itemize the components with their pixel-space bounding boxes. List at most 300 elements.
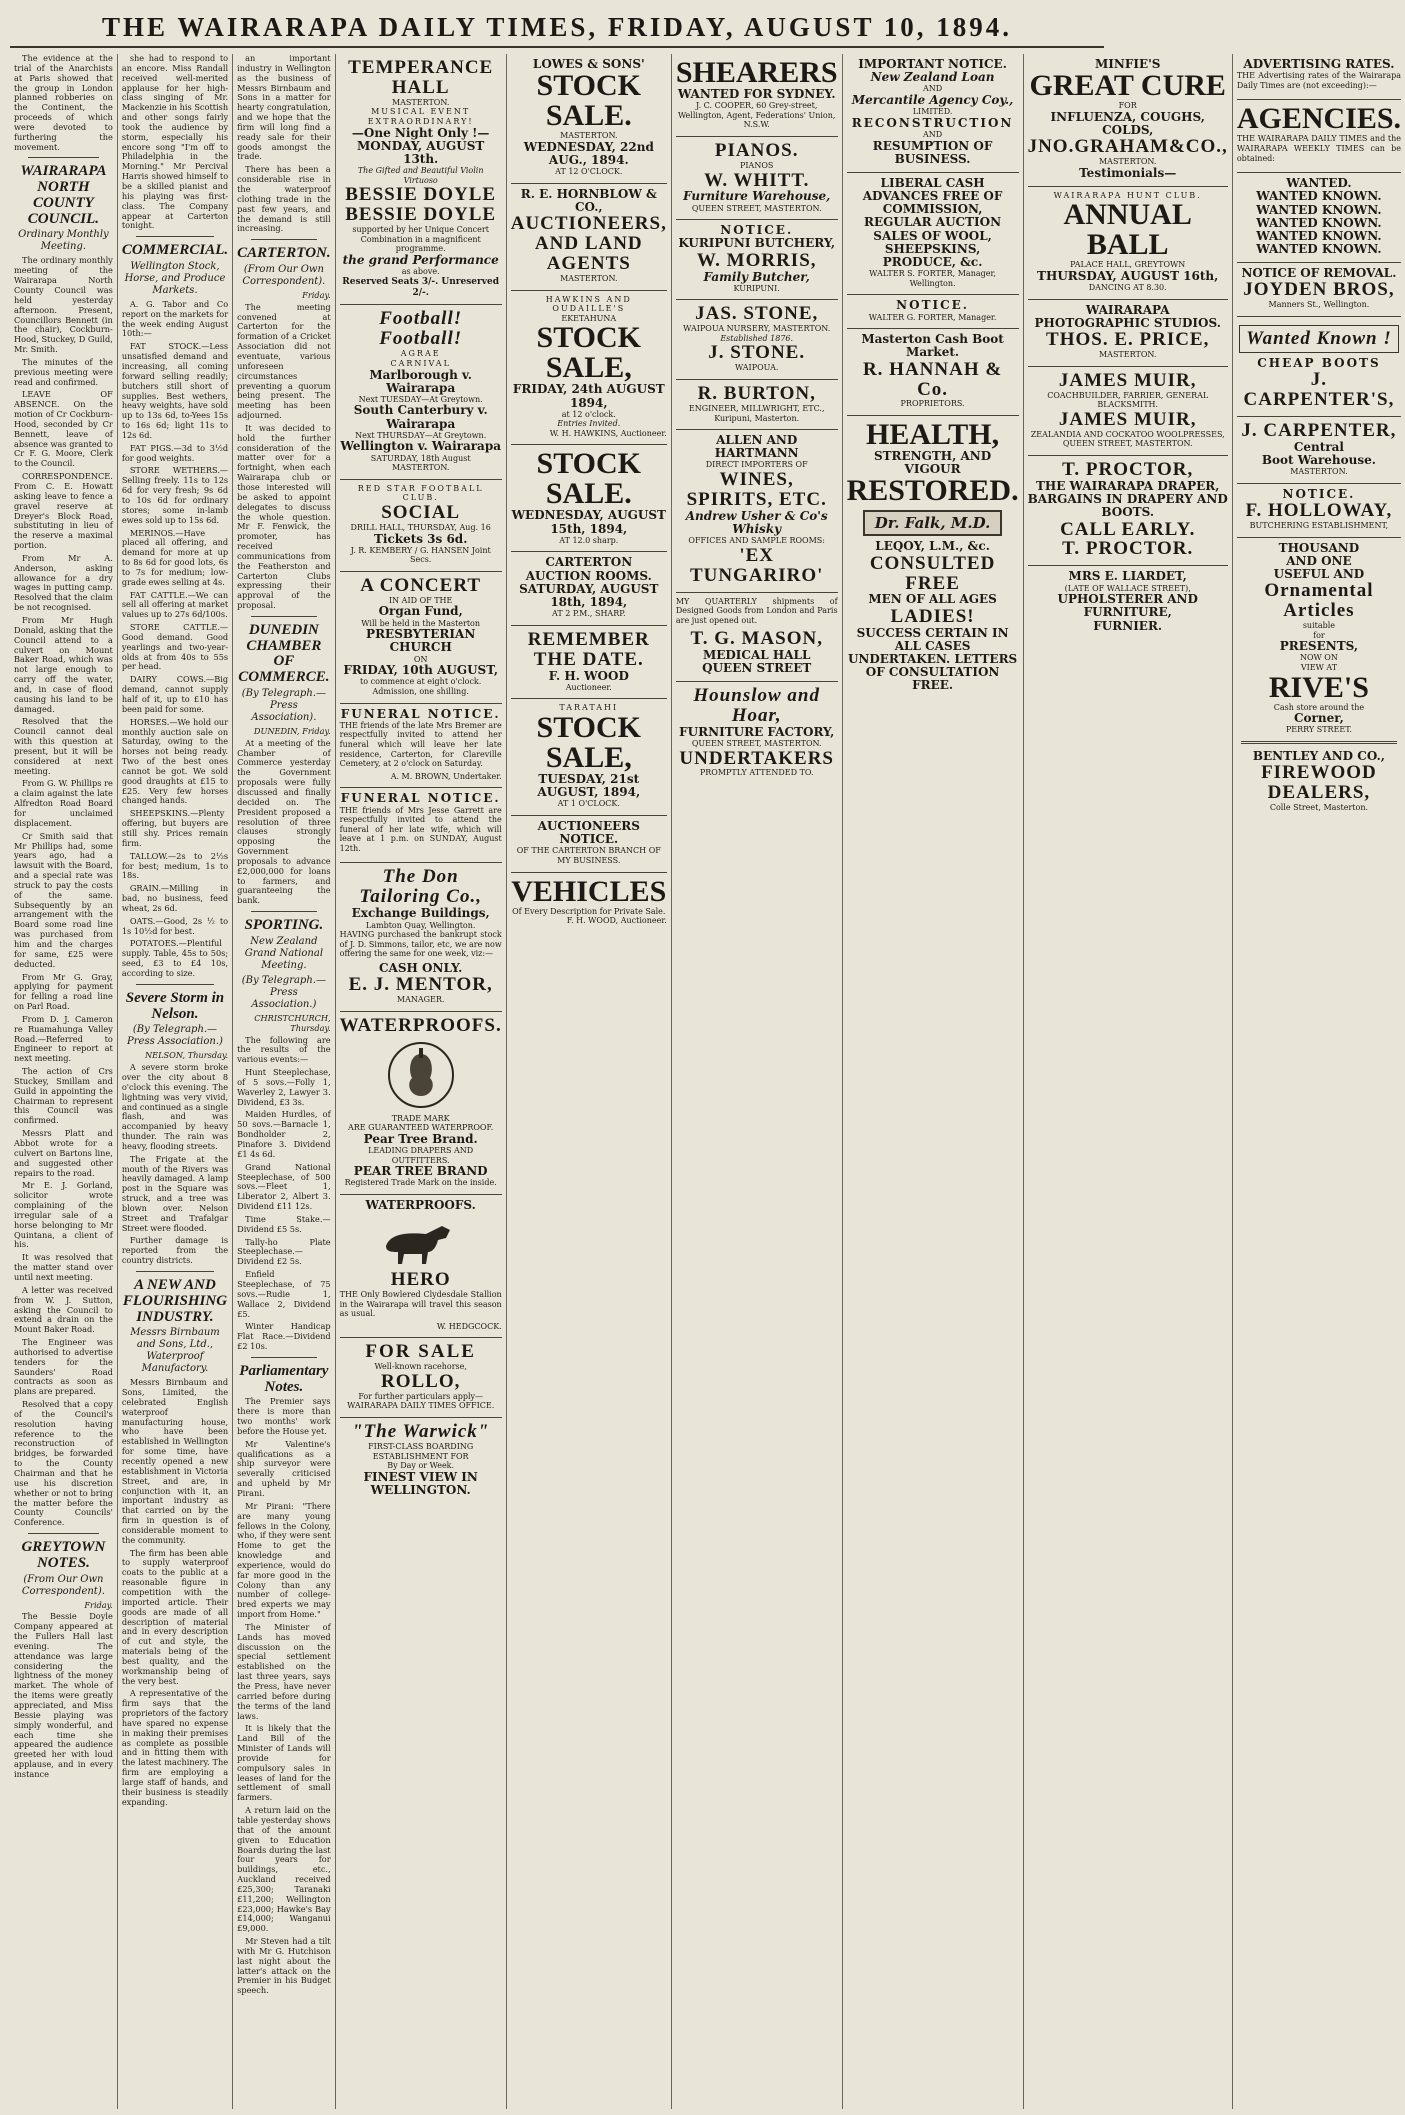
ad-text: SATURDAY, AUGUST 18th, 1894, bbox=[519, 581, 659, 609]
advertisement-nz-loan-agency bbox=[847, 54, 1019, 173]
advertisement-rives-cash-store bbox=[1237, 538, 1401, 819]
ad-text: Tickets 3s 6d. bbox=[373, 531, 468, 546]
ad-text: UPHOLSTERER AND FURNITURE, bbox=[1057, 592, 1198, 620]
ad-text: MASTERTON. bbox=[1098, 350, 1157, 360]
article-paragraph: The Engineer was authorised to advertise tenders for the Saunders' Road contracts as soon as plans are prepared. bbox=[14, 1337, 113, 1397]
ad-text: FURNIER. bbox=[1093, 618, 1163, 633]
ad-text: A. M. BROWN, Undertaker. bbox=[390, 771, 502, 781]
column-1 bbox=[10, 54, 118, 2109]
divider bbox=[251, 616, 317, 617]
ad-text: DRILL HALL, THURSDAY, Aug. 16 bbox=[350, 522, 491, 532]
article-paragraph: There has been a considerable rise in the waterproof clothing trade in the past few years, and the demand is still increasing. bbox=[237, 164, 331, 234]
article-paragraph: GRAIN.—Milling in bad, no business, feed wheat, 2s 6d. bbox=[121, 883, 229, 913]
advertisement-mrs-liardet bbox=[1028, 566, 1228, 638]
ad-text: Auctioneer. bbox=[565, 682, 612, 692]
ad-text: MY QUARTERLY shipments of Designed Goods from London and Paris are just opened out. bbox=[675, 596, 838, 625]
article-paragraph: TALLOW.—2s to 2½s for best; medium, 1s to 18s. bbox=[121, 850, 229, 881]
ad-text: COACHBUILDER, FARRIER, GENERAL BLACKSMITH. bbox=[1047, 390, 1209, 410]
ad-title: FUNERAL NOTICE. bbox=[340, 791, 501, 806]
ad-title: PIANOS. bbox=[714, 139, 799, 161]
ad-text: LADIES! bbox=[890, 605, 975, 627]
ad-title: WAIRARAPA HUNT CLUB. bbox=[1053, 190, 1202, 200]
advertisement-removal bbox=[1237, 263, 1401, 317]
article-paragraph: Hunt Steeplechase, of 5 sovs.—Folly 1, Waverley 2, Lawyer 3. Dividend, £3 3s. bbox=[237, 1067, 331, 1107]
ad-title: LOWES & SONS' bbox=[532, 57, 645, 71]
advertisement-funeral-notice bbox=[340, 788, 502, 863]
ad-text: Mercantile Agency Coy., bbox=[851, 92, 1014, 107]
article-paragraph: Resolved that the Council cannot deal with this question at present, but it will be considered at next meeting. bbox=[14, 716, 113, 776]
ad-title: HAWKINS AND OUDAILLE'S bbox=[545, 294, 632, 314]
ad-text: AND bbox=[922, 84, 943, 94]
ad-title: JAMES MUIR, bbox=[1058, 369, 1197, 391]
article-heading: WAIRARAPA NORTH COUNTY COUNCIL. bbox=[20, 163, 107, 227]
article-paragraph: From Mr A. Anderson, asking allowance for a dry wages in putting camp. Resolved that the claim be not recognised. bbox=[14, 552, 113, 613]
ad-title: The Don Tailoring Co., bbox=[359, 866, 482, 908]
ad-text: RESUMPTION OF BUSINESS. bbox=[872, 138, 993, 166]
ad-text: Andrew Usher & Co's Whisky bbox=[685, 508, 828, 537]
advertisement-red-star-social bbox=[340, 480, 502, 572]
ad-text: FURNITURE FACTORY, bbox=[679, 724, 835, 739]
ad-text: Marlborough v. Wairarapa bbox=[369, 367, 472, 395]
article-paragraph: From Mr Hugh Donald, asking that the Council attend to a culvert on Mount Baker Road, which was not large enough to carry off the water, and, in case of flood causing his land to be damaged. bbox=[14, 614, 113, 714]
horse-icon bbox=[376, 1216, 466, 1266]
ad-text: F. H. WOOD, Auctioneer. bbox=[566, 916, 667, 926]
ad-text: THE Advertising rates of the Wairarapa Daily Times are (not exceeding):— bbox=[1236, 71, 1402, 90]
ad-text: Colle Street, Masterton. bbox=[1269, 803, 1369, 813]
advertisement-jas-stone bbox=[676, 300, 838, 380]
article-paragraph: HORSES.—We hold our monthly auction sale on Saturday, owing to the horses not being ready. Two of the best ones cannot be got. We sold good draughts at £15 to £25. Very few horses changed hands. bbox=[121, 716, 229, 806]
ad-title: Masterton Cash Boot bbox=[861, 332, 1004, 347]
ad-title: NOTICE. bbox=[1282, 486, 1356, 501]
ad-text: UNDERTAKERS bbox=[679, 747, 835, 769]
ad-text: WALTER G. FORTER, Manager. bbox=[868, 312, 997, 322]
advertisement-wanted bbox=[1237, 173, 1401, 263]
advertisement-allen-and-hartmann bbox=[676, 430, 838, 593]
doctor-signature: Dr. Falk, M.D. bbox=[863, 510, 1003, 536]
ad-text: QUEEN STREET, MASTERTON. bbox=[1062, 439, 1193, 449]
article-paragraph: The firm has been able to supply waterproof coats to the public at a reasonable figure in competition with the imported article. Their goods are made of all description of material and in every description of cut and style, the materials being of the best quality, and the workmanship being of the very best. bbox=[121, 1547, 229, 1686]
ad-text: THE friends of the late Mrs Bremer are respectfully invited to attend her funeral which will leave her late residence, Carterton, for Clareville Cemetery, at 2 o'clock on Saturday. bbox=[339, 720, 502, 769]
ad-text: PRESBYTERIAN CHURCH bbox=[366, 627, 476, 655]
article-paragraph: The Minister of Lands has moved discussion on the special settlement established on the last three years, says the Press, have never carried before during the terms of the land laws. bbox=[237, 1621, 331, 1721]
ad-text: EKETAHUNA bbox=[561, 313, 617, 323]
article-paragraph: Enfield Steeplechase, of 75 sovs.—Rudie 1, Wallace 2, Dividend £5. bbox=[237, 1269, 331, 1319]
ad-title: JAS. STONE, bbox=[695, 303, 819, 325]
article-paragraph: DAIRY COWS.—Big demand, cannot supply half of it, up to £10 has been paid for some. bbox=[121, 674, 229, 714]
ad-text: WAIRARAPA DAILY TIMES OFFICE. bbox=[347, 1401, 495, 1411]
ad-text: For further particulars apply— bbox=[358, 1391, 484, 1401]
advertisement-kuripuni-butchery bbox=[676, 220, 838, 300]
article-paragraph: The meeting convened at Carterton for the formation of a Cricket Association did not eventuate, various unforeseen circumstances preventing a quorum being present. The meeting has been adjourned. bbox=[237, 301, 331, 421]
ad-text: J. STONE. bbox=[708, 342, 806, 364]
ad-text: J. CARPENTER'S, bbox=[1243, 369, 1395, 411]
ad-title: A CONCERT bbox=[360, 574, 482, 596]
column-6 bbox=[672, 54, 843, 2109]
ad-text: BUTCHERING ESTABLISHMENT, bbox=[1249, 521, 1389, 531]
ad-text: HAVING purchased the bankrupt stock of J. D. Simmons, tailor, etc, we are now offering the same for one week, viz:— bbox=[339, 930, 502, 959]
ad-text: DIRECT IMPORTERS OF bbox=[705, 460, 808, 470]
ad-text: T. PROCTOR. bbox=[1062, 538, 1194, 560]
ad-text: The Gifted and Beautiful Violin Virtuoso bbox=[357, 166, 484, 185]
ad-text: Corner, bbox=[1293, 711, 1344, 726]
ad-text: THURSDAY, AUGUST 16th, bbox=[1037, 269, 1219, 284]
article-paragraph: It was resolved that the matter stand over until next meeting. bbox=[14, 1252, 113, 1282]
article-paragraph: Maiden Hurdles, of 50 sovs.—Barnacle 1, Bondholder 2, Pinafore 3. Dividend £1 4s 6d. bbox=[237, 1109, 331, 1159]
ad-text: MASTERTON. bbox=[391, 97, 450, 107]
ad-title: WATERPROOFS. bbox=[365, 1197, 476, 1212]
advertisement-minfies-cure bbox=[1028, 54, 1228, 187]
ad-title: ALLEN AND HARTMANN bbox=[714, 433, 799, 461]
article-paragraph: STORE CATTLE.—Good demand. Good yearlings and two-year-olds at from 40s to 55s per head. bbox=[121, 622, 229, 672]
ad-text: TUESDAY, 21st AUGUST, 1894, bbox=[537, 772, 641, 800]
article-subheading: Ordinary Monthly Meeting. bbox=[18, 229, 109, 253]
divider bbox=[136, 236, 214, 237]
advertisement-stock-sale bbox=[511, 445, 667, 552]
article-subheading: (By Telegraph.—Press Association.) bbox=[241, 974, 326, 1010]
column-3 bbox=[233, 54, 336, 2109]
ad-text: NOW ON bbox=[1299, 653, 1338, 663]
divider bbox=[1241, 741, 1397, 744]
ad-text: W. H. HAWKINS, Auctioneer. bbox=[549, 428, 667, 438]
advertisement-temperance-hall bbox=[340, 54, 502, 305]
ad-text: THE WAIRARAPA DRAPER, bbox=[1035, 478, 1220, 493]
ad-text: PROPRIETORS. bbox=[900, 399, 965, 409]
ad-title: NOTICE. bbox=[720, 223, 794, 238]
ad-text: WEDNESDAY, AUGUST 15th, 1894, bbox=[511, 508, 666, 536]
article-subheading: (From Our Own Correspondent). bbox=[242, 263, 326, 287]
article-paragraph: LEAVE OF ABSENCE. On the motion of Cr Cockburn-Hood, seconded by Cr Bennett, leave of absence was granted to Cr F. G. Moore, Clerk to the Council. bbox=[14, 389, 113, 469]
article-paragraph: The Frigate at the mouth of the Rivers was heavily damaged. A lamp post in the Square was struck, and a tree was blown over. Nelson Street and Trafalgar Street were flooded. bbox=[121, 1153, 229, 1233]
ad-text: MASTERTON. bbox=[1290, 467, 1348, 477]
article-paragraph: Mr Steven had a tilt with Mr G. Hutchison last night about the latter's attack on the Premier in his Budget speech. bbox=[237, 1936, 331, 1996]
article-subheading: (From Our Own Correspondent). bbox=[21, 1573, 105, 1597]
ad-text: MUSICAL EVENT EXTRAORDINARY! bbox=[367, 107, 474, 127]
ad-text: LEADING DRAPERS AND OUTFITTERS. bbox=[368, 1145, 474, 1165]
advertisement-cash-advances bbox=[847, 173, 1019, 296]
advertisement-hornblow bbox=[511, 184, 667, 291]
advertisement-the-warwick bbox=[340, 1418, 502, 1503]
ad-title: WAIRARAPA PHOTOGRAPHIC STUDIOS. bbox=[1034, 302, 1221, 331]
ad-text: MONDAY, AUGUST 13th. bbox=[357, 138, 485, 167]
ad-title: AGENCIES. bbox=[1236, 102, 1402, 136]
advertisement-vehicles bbox=[511, 873, 667, 932]
article-paragraph: From D. J. Cameron re Ruamahunga Valley Road.—Referred to Engineer to report at next meeting. bbox=[14, 1013, 113, 1064]
ad-text: (LATE OF WALLACE STREET), bbox=[1064, 583, 1191, 593]
article-paragraph: FAT PIGS.—3d to 3½d for good weights. bbox=[121, 442, 229, 463]
ad-text: TRADE MARK bbox=[391, 1113, 450, 1123]
advertisement-for-sale-rollo bbox=[340, 1338, 502, 1418]
ad-text: WALTER S. FORTER, Manager, Wellington. bbox=[869, 269, 996, 288]
advertisement-wanted-known-boots bbox=[1237, 317, 1401, 417]
ad-text: CALL EARLY. bbox=[1060, 518, 1196, 540]
advertisement-stallion bbox=[340, 1195, 502, 1339]
ad-text: Organ Fund, bbox=[378, 604, 463, 619]
article-paragraph: At a meeting of the Chamber of Commerce yesterday the Government proposals were fully discussed and finally decided on. The President proposed a resolution of three clauses strongly opposing the Government proposals to advance £2,000,000 for loans to farmers, and guaranteeing the bank. bbox=[237, 737, 331, 906]
ad-text: to commence at eight o'clock. Admission, one shilling. bbox=[360, 677, 482, 696]
ad-title: SHEARERS bbox=[675, 56, 838, 89]
ad-text: INFLUENZA, COUGHS, COLDS, bbox=[1050, 109, 1205, 137]
advertisement-taratahi-stock-sale bbox=[511, 699, 667, 816]
ad-text: RIVE'S bbox=[1268, 670, 1369, 704]
article-paragraph: A severe storm broke over the city about 8 o'clock this evening. The lightning was very vivid, and continued as a single flash, and was accompanied by heavy thunder. The rain was heavy, flooding streets. bbox=[121, 1062, 229, 1151]
ad-text: Wellington v. Wairarapa bbox=[340, 439, 501, 454]
ad-text: RESTORED. bbox=[846, 474, 1019, 508]
ad-text: W. WHITT. bbox=[704, 169, 810, 191]
ad-text: THE Only Bowlered Clydesdale Stallion in the Wairarapa will travel this season as usual. bbox=[339, 1290, 502, 1319]
article-paragraph: The Premier says there is more than two months' work before the House yet. bbox=[237, 1396, 331, 1436]
ad-text: USEFUL AND bbox=[1273, 567, 1365, 581]
ad-text: FRIDAY, 24th AUGUST 1894, bbox=[512, 382, 665, 410]
article-paragraph: Mr E. J. Gorland, solicitor wrote complaining of the irregular sale of a horse belonging to Mr Quintana, a client of his. bbox=[14, 1180, 113, 1250]
advertisement-t-proctor bbox=[1028, 456, 1228, 566]
article-paragraph: It was decided to hold the further consideration of the matter over for a fortnight, when each Wairarapa club or those interested will be asked to appoint delegates to discuss the whole question. Mr F. Fenwick, the promoter, has received communications from the Featherston and Carterton Clubs expressing their approval of the proposal. bbox=[237, 422, 331, 611]
ad-text: Family Butcher, bbox=[703, 269, 810, 284]
advertisement-health-restored bbox=[847, 416, 1019, 699]
ad-text: ARE GUARANTEED WATERPROOF. bbox=[347, 1123, 494, 1133]
article-heading: Parliamentary Notes. bbox=[239, 1362, 329, 1395]
ad-text: AND bbox=[922, 129, 943, 139]
article-paragraph: A representative of the firm says that the proprietors of the factory have spared no expense in making their premises as complete as possible and in fitting them with the latest machinery. The firm are employing a large staff of hands, and their business is steadily expanding. bbox=[121, 1688, 229, 1807]
article-paragraph: The minutes of the previous meeting were read and confirmed. bbox=[14, 356, 113, 387]
ad-text: Pear Tree Brand. bbox=[363, 1131, 478, 1146]
article-heading: CARTERTON. bbox=[237, 245, 331, 262]
ad-title: REMEMBER THE DATE. bbox=[527, 628, 650, 670]
divider bbox=[251, 911, 317, 912]
advertisement-hounslow-and-hoar bbox=[676, 682, 838, 784]
ad-text: PEAR TREE BRAND bbox=[353, 1164, 488, 1179]
ad-text: WANTED KNOWN. bbox=[1256, 242, 1382, 257]
article-subheading: Messrs Birnbaum and Sons, Ltd., Waterproof Manufactory. bbox=[130, 1327, 220, 1375]
ad-text: Articles bbox=[1283, 600, 1355, 622]
ad-text: DANCING AT 8.30. bbox=[1088, 283, 1167, 293]
ad-text: JAMES MUIR, bbox=[1058, 408, 1197, 430]
ad-title: T. G. MASON, bbox=[690, 627, 823, 649]
ad-text: AT 1 O'CLOCK. bbox=[557, 799, 620, 809]
ad-text: Manners St., Wellington. bbox=[1268, 300, 1370, 310]
dateline: DUNEDIN, Friday. bbox=[253, 725, 331, 736]
ad-text: Football! bbox=[379, 328, 463, 350]
advertisement-funeral-notice bbox=[340, 704, 502, 789]
ad-text: PIANOS bbox=[740, 160, 774, 170]
advertisement-shearers bbox=[676, 54, 838, 137]
ad-text: Furniture Warehouse, bbox=[683, 189, 831, 204]
ad-text: AND LAND AGENTS bbox=[534, 233, 643, 274]
ad-text: Will be held in the Masterton bbox=[361, 618, 481, 628]
ad-text: W. HEDGCOCK. bbox=[436, 1321, 502, 1331]
ad-text: MASTERTON. bbox=[1098, 157, 1157, 167]
ad-title: HEALTH, bbox=[866, 418, 1000, 452]
ad-text: SUCCESS CERTAIN IN ALL CASES UNDERTAKEN. LETTERS OF CONSULTATION FREE. bbox=[847, 625, 1018, 693]
ad-title: CARTERTON AUCTION ROOMS. bbox=[525, 555, 652, 583]
ad-text: Exchange Buildings, bbox=[351, 906, 490, 921]
ad-text: VIEW AT bbox=[1300, 663, 1338, 673]
ad-text: THE WAIRARAPA DAILY TIMES and the WAIRARAPA WEEKLY TIMES can be obtained: bbox=[1236, 134, 1402, 163]
ad-text: Ornamental bbox=[1264, 580, 1374, 602]
ad-text: Of Every Description for Private Sale. bbox=[512, 906, 666, 916]
article-paragraph: OATS.—Good, 2s ½ to 1s 10½d for best. bbox=[121, 915, 229, 936]
ad-text: AT 12.0 sharp. bbox=[559, 535, 619, 545]
advertisement-t-g-mason bbox=[676, 593, 838, 682]
article-paragraph: Resolved that a copy of the Council's resolution having reference to the reconstruction of bridges, be forwarded to the County Chairman and that he use his discretion whether or not to bring the matter before the County Councils' Conference. bbox=[14, 1399, 113, 1528]
article-paragraph: SHEEPSKINS.—Plenty offering, but buyers are still shy. Prices remain firm. bbox=[121, 808, 229, 848]
advertisement-james-muir bbox=[1028, 367, 1228, 456]
ad-text: SOCIAL bbox=[381, 502, 461, 523]
article-paragraph: she had to respond to an encore. Miss Randall received well-merited applause for her high-class singing of Mr. Mackenzie in his Scottish and other songs fairly took the audience by storm, especially his encore song "I'm off to Philadelphia in the Morning." Mr Percival Harris showed himself to be a skilled pianist and his playing was first-class. The Company appear at Carterton tonight. bbox=[121, 53, 229, 231]
article-paragraph: A. G. Tabor and Co report on the markets for the week ending August 10th:— bbox=[121, 298, 229, 339]
ad-title: R. E. HORNBLOW & CO., bbox=[520, 186, 657, 214]
dateline: Friday. bbox=[84, 1599, 113, 1610]
advertisement-football bbox=[340, 305, 502, 479]
article-heading: COMMERCIAL. bbox=[121, 242, 229, 259]
article-paragraph: The Bessie Doyle Company appeared at the Fullers Hall last evening. The attendance was large considering the lightness of the money market. The whole of the items were greatly appreciated, and Miss Bessie playing was simply wonderful, and each time she appeared the audience greeted her with loud applause, and in every instance bbox=[14, 1611, 113, 1779]
ad-text: CARNIVAL bbox=[390, 358, 451, 368]
advertisement-f-holloway bbox=[1237, 484, 1401, 538]
advertisement-auctioneers-notice bbox=[511, 816, 667, 873]
ad-text: ON bbox=[413, 654, 428, 664]
ad-text: WANTED FOR SYDNEY. bbox=[677, 87, 836, 101]
ad-text: suitable bbox=[1302, 621, 1336, 631]
advertisement-pianos bbox=[676, 137, 838, 220]
ad-text: Boot Warehouse. bbox=[1261, 453, 1376, 468]
advertisement-rates bbox=[1237, 54, 1401, 100]
advertisement-waterproofs bbox=[340, 1012, 502, 1195]
ad-text: OF THE CARTERTON BRANCH OF MY BUSINESS. bbox=[516, 846, 661, 865]
ad-text: PALACE HALL, GREYTOWN bbox=[1070, 260, 1186, 270]
ad-text: MANAGER. bbox=[396, 995, 445, 1005]
ad-title: ADVERTISING RATES. bbox=[1243, 57, 1395, 71]
article-paragraph: CORRESPONDENCE. From C. E. Howatt asking leave to fence a gravel reserve at Dreyer's Block Road, substituting in lieu of the reserve a maximal portion. bbox=[14, 471, 113, 551]
ad-text: AT 2 P.M., SHARP. bbox=[552, 609, 626, 619]
column-4 bbox=[336, 54, 507, 2109]
advertisement-notice bbox=[847, 295, 1019, 329]
ad-text: ENGINEER, MILLWRIGHT, ETC., bbox=[688, 403, 825, 413]
ad-title: LIBERAL CASH ADVANCES FREE OF COMMISSION, bbox=[862, 175, 1003, 217]
ad-title: IMPORTANT NOTICE. bbox=[858, 57, 1007, 71]
ad-text: PROMPTLY ATTENDED TO. bbox=[699, 768, 814, 778]
ad-text: STOCK SALE. bbox=[536, 69, 642, 133]
article-paragraph: The evidence at the trial of the Anarchists at Paris showed that the group in London planned robberies on the Continent, the proceeds of which were devoted to furthering the movement. bbox=[14, 53, 113, 152]
ad-title: NOTICE. bbox=[896, 298, 969, 313]
article-paragraph: Time Stake.—Dividend £5 5s. bbox=[237, 1213, 331, 1234]
article-paragraph: Winter Handicap Flat Race.—Dividend £2 10s. bbox=[237, 1321, 331, 1352]
ad-text: THE friends of Mrs Jesse Garrett are respectfully invited to attend the funeral of her late wife, which will leave at 1 p.m. on SUNDAY, August 12th. bbox=[339, 805, 502, 853]
ad-title: J. CARPENTER, bbox=[1241, 420, 1397, 441]
advertisement-carterton-auction bbox=[511, 552, 667, 625]
ad-title: STOCK SALE. bbox=[536, 447, 642, 511]
ad-text: as above. bbox=[401, 267, 440, 277]
article-paragraph: It is likely that the Land Bill of the Minister of Lands will provide for compulsory sales in leases of land for the settlement of small farmers. bbox=[237, 1723, 331, 1803]
article-heading: DUNEDIN CHAMBER OF COMMERCE. bbox=[238, 621, 330, 686]
column-5 bbox=[507, 54, 672, 2109]
ad-text: Reserved Seats 3/-. Unreserved 2/-. bbox=[342, 276, 500, 298]
article-paragraph: Messrs Birnbaum and Sons, Limited, the celebrated English waterproof manufacturing house, who have been established in Wellington for some time, have recently opened a new establishment in Victoria Street, and are, in conjunction with it, an important industry as that carried on by the firm in question is of considerable moment to the community. bbox=[121, 1377, 229, 1545]
ad-text: Registered Trade Mark on the inside. bbox=[344, 1178, 497, 1188]
ad-text: FIREWOOD DEALERS, bbox=[1261, 762, 1377, 804]
ad-text: MASTERTON. bbox=[560, 273, 618, 283]
ad-text: WINES, SPIRITS, ETC. bbox=[686, 469, 827, 510]
article-paragraph: The ordinary monthly meeting of the Wairarapa North County Council was held yesterday afternoon. Present, Councillors Bennett (in the chair), Cockburn-Hood, Stuckey, D Guild, Mr. Smith. bbox=[14, 255, 113, 355]
ad-text: HERO bbox=[390, 1269, 451, 1291]
divider bbox=[28, 1533, 99, 1534]
ad-title: Hounslow and Hoar, bbox=[693, 684, 820, 726]
column-9 bbox=[1233, 54, 1405, 2109]
ad-title: AUCTIONEERS NOTICE. bbox=[537, 819, 640, 847]
ad-text: WAIPOUA NURSERY, MASTERTON. bbox=[683, 324, 831, 334]
dateline: NELSON, Thursday. bbox=[144, 1050, 229, 1061]
ad-text: ANNUAL BALL bbox=[1063, 198, 1192, 262]
ad-text: PRESENTS, bbox=[1279, 639, 1359, 654]
ad-text: CONSULTED FREE bbox=[869, 552, 996, 594]
ad-text: CHEAP BOOTS bbox=[1257, 355, 1381, 370]
article-paragraph: FAT CATTLE.—We can sell all offering at market values up to 27s 6d/100s. bbox=[121, 589, 229, 620]
ad-text: AT 12 O'CLOCK. bbox=[555, 167, 623, 177]
ad-title: R. BURTON, bbox=[697, 382, 816, 404]
article-paragraph: The action of Crs Stuckey, Smillam and Guild in appointing the Chairman to represent this Council was confirmed. bbox=[14, 1066, 113, 1126]
article-paragraph: A letter was received from W. J. Sutton, asking the Council to extend a drain on the Mount Baker Road. bbox=[14, 1284, 113, 1335]
ad-text: Entries Invited. bbox=[557, 419, 621, 429]
ad-text: 'EX TUNGARIRO' bbox=[689, 544, 824, 586]
article-paragraph: Cr Smith said that Mr Phillips had, some years ago, had a lawsuit with the Board, and a special rate was struck to pay the costs of the same. Subsequently by an arrangement with the Board some road line was purchased from him and the charges for same, £25 were deducted. bbox=[14, 830, 113, 969]
ad-text: F. HOLLOWAY, bbox=[1245, 500, 1393, 522]
ad-text: QUEEN STREET, MASTERTON. bbox=[691, 203, 822, 213]
ad-text: REGULAR AUCTION SALES OF WOOL, SHEEPSKINS, PRODUCE, &c. bbox=[864, 215, 1002, 270]
ad-text: Central bbox=[1293, 439, 1344, 454]
ad-title: Football! bbox=[379, 308, 463, 330]
ad-text: QUEEN STREET bbox=[702, 660, 812, 675]
ad-title: VEHICLES bbox=[511, 874, 667, 908]
ad-title: MRS E. LIARDET, bbox=[1068, 569, 1187, 584]
ad-text: WANTED KNOWN. bbox=[1256, 228, 1382, 243]
article-subheading: (By Telegraph.—Press Association). bbox=[241, 687, 326, 723]
article-paragraph: FAT STOCK.—Less unsatisfied demand and increasing, all coming forward selling readily; butchers still short of supplies. Best wethers, heavy weights, have sold up to 13s 6d, to-Yees 15s to 16s 6d; light 11s to 12s 6d. bbox=[121, 341, 229, 440]
ad-text: THOS. E. PRICE, bbox=[1046, 329, 1210, 351]
ad-text: J. C. COOPER, 60 Grey-street, Wellington, Agent, Federations' Union, N.S.W. bbox=[677, 101, 836, 130]
advertisement-j-carpenter bbox=[1237, 417, 1401, 484]
ad-title: FUNERAL NOTICE. bbox=[340, 706, 501, 721]
advertisement-remember-the-date bbox=[511, 626, 667, 700]
article-paragraph: Mr Valentine's qualifications as a ship surveyor were severally criticised and upheld by Mr Pirani. bbox=[237, 1438, 331, 1498]
newspaper-title: THE WAIRARAPA DAILY TIMES, FRIDAY, AUGUST 10, 1894. bbox=[102, 11, 1012, 42]
columns bbox=[10, 53, 1402, 2109]
ad-text: BARGAINS IN DRAPERY AND BOOTS. bbox=[1027, 492, 1228, 520]
ad-text: STRENGTH, AND VIGOUR bbox=[873, 449, 992, 477]
advertisement-cash-boot-market bbox=[847, 329, 1019, 416]
divider bbox=[28, 157, 99, 158]
article-subheading: New Zealand Grand National Meeting. bbox=[244, 935, 324, 971]
ad-text: WAIPOUA. bbox=[734, 363, 779, 373]
ad-text: BENTLEY AND CO., bbox=[1252, 749, 1385, 763]
ad-text: MEDICAL HALL bbox=[702, 647, 811, 662]
ad-text: J. R. KEMBERY / G. HANSEN Joint Secs. bbox=[350, 545, 491, 565]
ad-text: South Canterbury v. Wairarapa bbox=[353, 403, 488, 431]
ad-text: Market. bbox=[906, 345, 960, 360]
ad-title: Wanted Known ! bbox=[1239, 325, 1399, 353]
divider bbox=[136, 1271, 214, 1272]
article-paragraph: Messrs Platt and Abbot wrote for a culvert on Bartons line, and suggested other repairs to the road. bbox=[14, 1128, 113, 1178]
ad-text: the grand Performance bbox=[342, 253, 499, 268]
ad-text: —One Night Only !— bbox=[351, 125, 490, 140]
advertisement-don-tailoring bbox=[340, 863, 502, 1011]
ad-text: supported by her Unique Concert Combination in a magnificent programme. bbox=[352, 225, 489, 254]
ad-text: IN AID OF THE bbox=[388, 595, 453, 605]
ad-text: WANTED KNOWN. bbox=[1256, 215, 1382, 230]
article-paragraph: Tally-ho Plate Steeplechase.—Dividend £2 5s. bbox=[237, 1236, 331, 1267]
ad-text: RECONSTRUCTION bbox=[851, 115, 1014, 130]
ad-text: FRIDAY, 10th AUGUST, bbox=[343, 663, 499, 678]
pear-tree-trademark-icon bbox=[386, 1040, 456, 1110]
ad-text: Lambton Quay, Wellington. bbox=[365, 920, 476, 930]
ad-text: Established 1876. bbox=[720, 333, 794, 343]
